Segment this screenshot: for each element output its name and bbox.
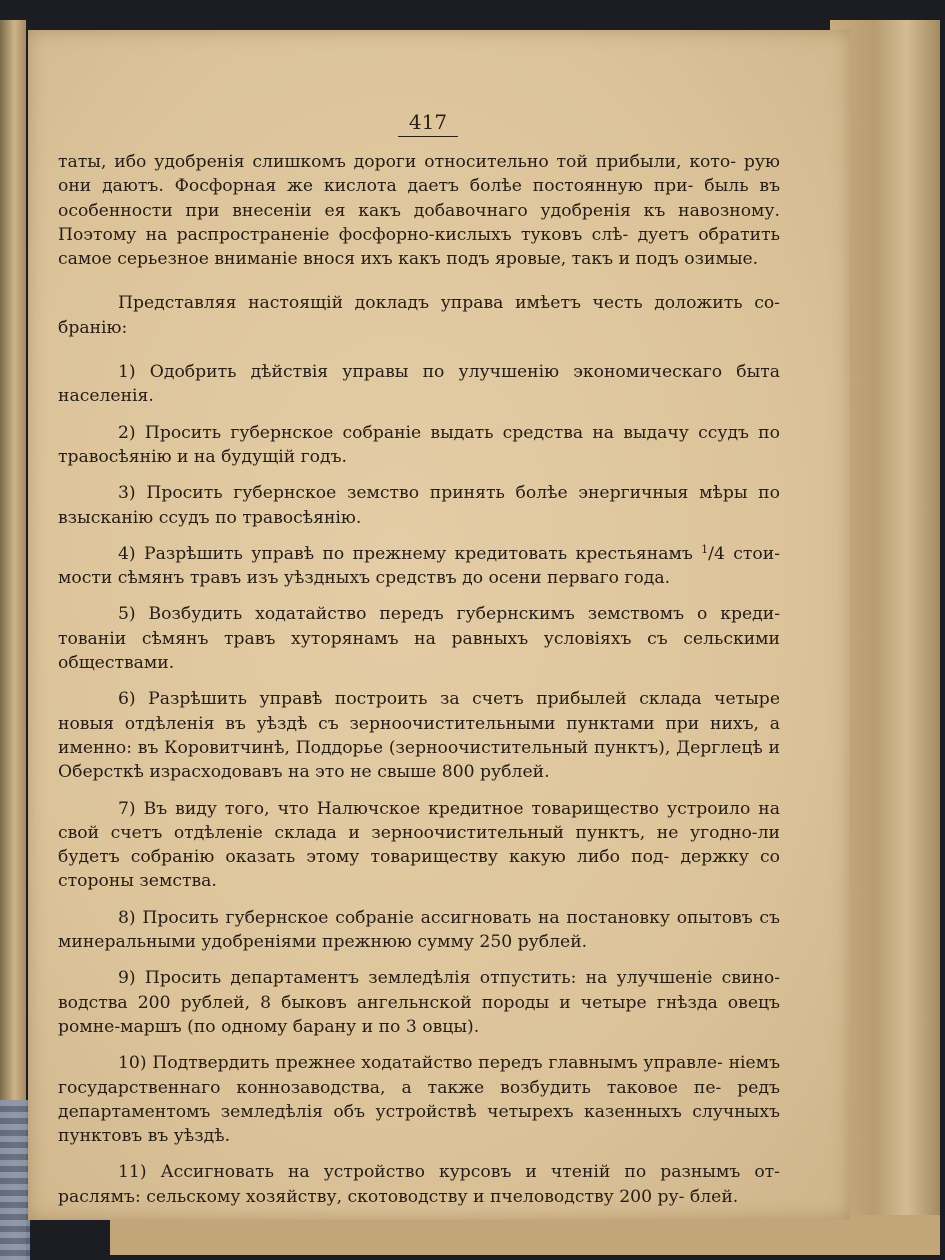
list-item-11: 11) Ассигновать на устройство курсовъ и чтеній по разнымъ от- раслямъ: сельскому хозяйству, скотоводству и пчеловодству 200 ру- блей. [58,1162,780,1207]
list-item-7: 7) Въ виду того, что Налючское кредитное товарищество устроило на свой счетъ отдѣленіе склада и зерноочистительный пунктъ, не угодно-ли будетъ собранію оказать этому товариществу какую либо под- держку со стороны земства. [58,798,780,892]
list-item-4-start: 4) Разрѣшить управѣ по прежнему кредитовать крестьянамъ [118,543,702,564]
document-page [28,30,850,1220]
list-item-9: 9) Просить департаментъ земледѣлія отпустить: на улучшеніе свино- водства 200 рублей, 8 быковъ ангельнской породы и четыре гнѣзда овецъ ромне-маршъ (по одному барану и по 3 овцы). [58,968,780,1037]
list-item-5: 5) Возбудить ходатайство передъ губернскимъ земствомъ о креди- тованіи сѣмянъ травъ хуторянамъ на равныхъ условіяхъ съ сельскими обществами. [58,604,780,674]
list-item-4 [58,542,780,591]
paragraph-continuation: таты, ибо удобренія слишкомъ дороги относительно той прибыли, кото- рую они даютъ. Фосфорная же кислота даетъ болѣе постоянную при- быль въ особенности при внесеніи ея какъ добавочнаго удобренія къ навозному. Поэтому на распространеніе фосфорно-кислыхъ туковъ слѣ- дуетъ обратить самое серьезное вниманіе внося ихъ какъ подъ яровые, такъ и подъ озимые. [58,152,780,270]
fraction-numerator: 1 [701,542,709,556]
list-item-4-end: /4 стои- мости сѣмянъ травъ изъ уѣздныхъ средствъ до осени перваго года. [58,543,780,589]
list-item-10: 10) Подтвердить прежнее ходатайство передъ главнымъ управле- ніемъ государственнаго коннозаводства, а также возбудить таковое пе- редъ департаментомъ земледѣлія объ устройствѣ четырехъ казенныхъ случныхъ пунктовъ въ уѣздѣ. [58,1053,780,1147]
list-item-3: 3) Просить губернское земство принять болѣе энергичныя мѣры по взысканію ссудъ по травосѣянію. [58,483,780,528]
list-item-6: 6) Разрѣшить управѣ построить за счетъ прибылей склада четыре новыя отдѣленія въ уѣздѣ съ зерноочистительными пунктами при нихъ, а именно: въ Коровитчинѣ, Поддорье (зерноочистительный пунктъ), Дерглецѣ и Оберсткѣ израсходовавъ на это не свыше 800 рублей. [58,689,780,783]
left-book-edge [0,20,26,1260]
book-binding [0,1100,30,1260]
list-item-8: 8) Просить губернское собраніе ассигновать на постановку опытовъ съ минеральными удобреніями прежнюю сумму 250 рублей. [58,907,780,953]
list-item-1: 1) Одобрить дѣйствія управы по улучшенію экономическаго быта населенія. [58,362,780,407]
page-text [58,150,780,1209]
page-number: 417 [398,110,458,137]
list-item-2: 2) Просить губернское собраніе выдать средства на выдачу ссудъ по травосѣянію и на будущій годъ. [58,422,780,467]
paragraph-intro: Представляя настоящій докладъ управа имѣетъ честь доложить со- бранію: [58,293,780,338]
bottom-page-edges [110,1215,940,1255]
